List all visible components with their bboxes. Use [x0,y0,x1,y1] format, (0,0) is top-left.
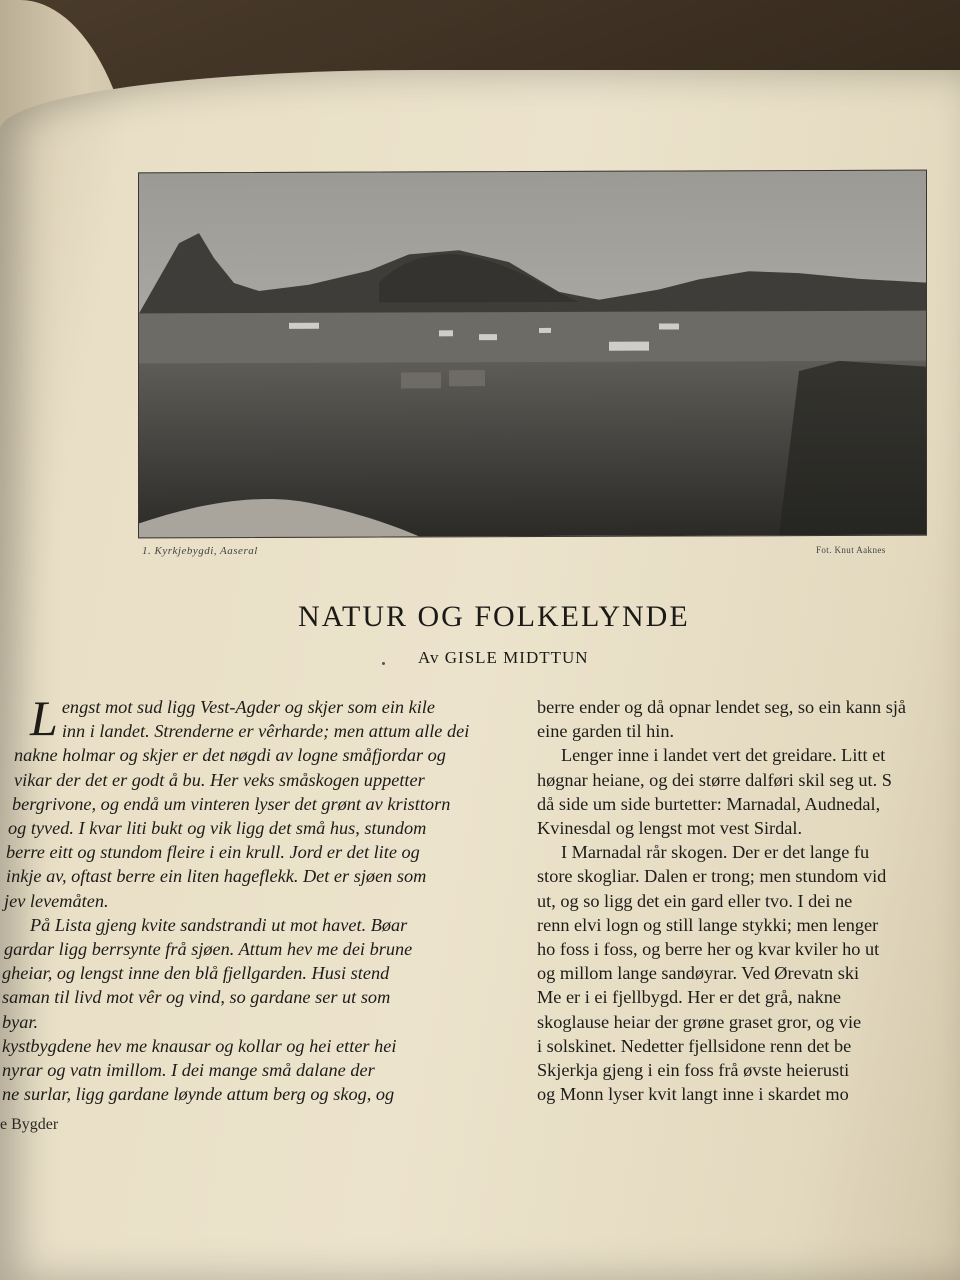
right-text-column [537,695,960,1106]
text-line: høgnar heiane, og dei større dalføri skil seg ut. S [537,769,892,790]
text-line: og tyved. I kvar liti bukt og vik ligg det små hus, stundom [8,818,427,839]
text-line: nakne holmar og skjer er det nøgdi av logne småfjordar og [14,745,446,766]
article-title: NATUR OG FOLKELYNDE [298,600,690,633]
text-line: store skogliar. Dalen er trong; men stundom vid [537,866,887,887]
text-line: Lenger inne i landet vert det greidare. Litt et [561,745,886,766]
article-byline: Av GISLE MIDTTUN [418,648,589,667]
landscape-photo [138,170,927,539]
text-line: vikar der det er godt å bu. Her veks småskogen uppetter [14,769,425,790]
text-line: jev levemåten. [4,890,109,911]
text-line: eine garden til hin. [537,721,675,742]
text-line: bergrivone, og endå um vinteren lyser det grønt av kristtorn [12,793,451,814]
drop-cap: L [30,690,58,746]
text-line: I Marnadal rår skogen. Der er det lange fu [561,842,870,863]
text-line: byar. [2,1011,39,1032]
text-line: engst mot sud ligg Vest-Agder og skjer som ein kile [61,697,435,717]
left-text-column [0,690,505,1106]
text-line: inn i landet. Strenderne er vêrharde; men attum alle dei [61,721,470,742]
text-line: og Monn lyser kvit langt inne i skardet mo [537,1084,849,1105]
text-line: Kvinesdal og lengst mot vest Sirdal. [537,818,803,839]
photo-credit: Fot. Knut Aaknes [816,545,886,555]
text-line: då side um side burtetter: Marnadal, Audnedal, [537,793,881,814]
text-line: renn elvi logn og still lange stykki; men lenger [537,914,879,935]
page-footer: e Bygder [0,1116,59,1133]
text-line: og millom lange sandøyrar. Ved Ørevatn ski [537,963,860,984]
text-line: skoglause heiar der grøne graset gror, og vie [537,1011,862,1032]
text-line: gardar ligg berrsynte frå sjøen. Attum hev me dei brune [4,939,413,960]
text-line: Me er i ei fjellbygd. Her er det grå, nakne [537,987,842,1008]
text-line: ut, og so ligg det ein gard eller tvo. I dei ne [537,890,853,911]
text-line: Skjerkja gjeng i ein foss frå øvste heierusti [537,1060,850,1081]
figure-caption: 1. Kyrkjebygdi, Aaseral [142,545,258,557]
text-line: ho foss i foss, og berre her og kvar kviler ho ut [537,939,880,960]
text-line: inkje av, oftast berre ein liten hageflekk. Det er sjøen som [6,866,427,887]
text-line: saman til livd mot vêr og vind, so gardane ser ut som [2,987,391,1008]
landscape-illustration [139,171,926,538]
text-line: nyrar og vatn imillom. I dei mange små dalane der [2,1060,375,1081]
text-line: På Lista gjeng kvite sandstrandi ut mot havet. Bøar [30,914,408,935]
text-line: ne surlar, ligg gardane løynde attum berg og skog, og [2,1084,395,1105]
divider-dot [382,662,385,665]
text-line: i solskinet. Nedetter fjellsidone renn det be [537,1035,852,1056]
text-line: berre ender og då opnar lendet seg, so ein kann sjå [537,697,907,717]
text-line: kystbygdene hev me knausar og kollar og hei etter hei [2,1035,397,1056]
text-line: berre eitt og stundom fleire i ein krull. Jord er det lite og [6,842,420,863]
book-page [0,70,960,1280]
text-line: gheiar, og lengst inne den blå fjellgarden. Husi stend [2,963,390,984]
